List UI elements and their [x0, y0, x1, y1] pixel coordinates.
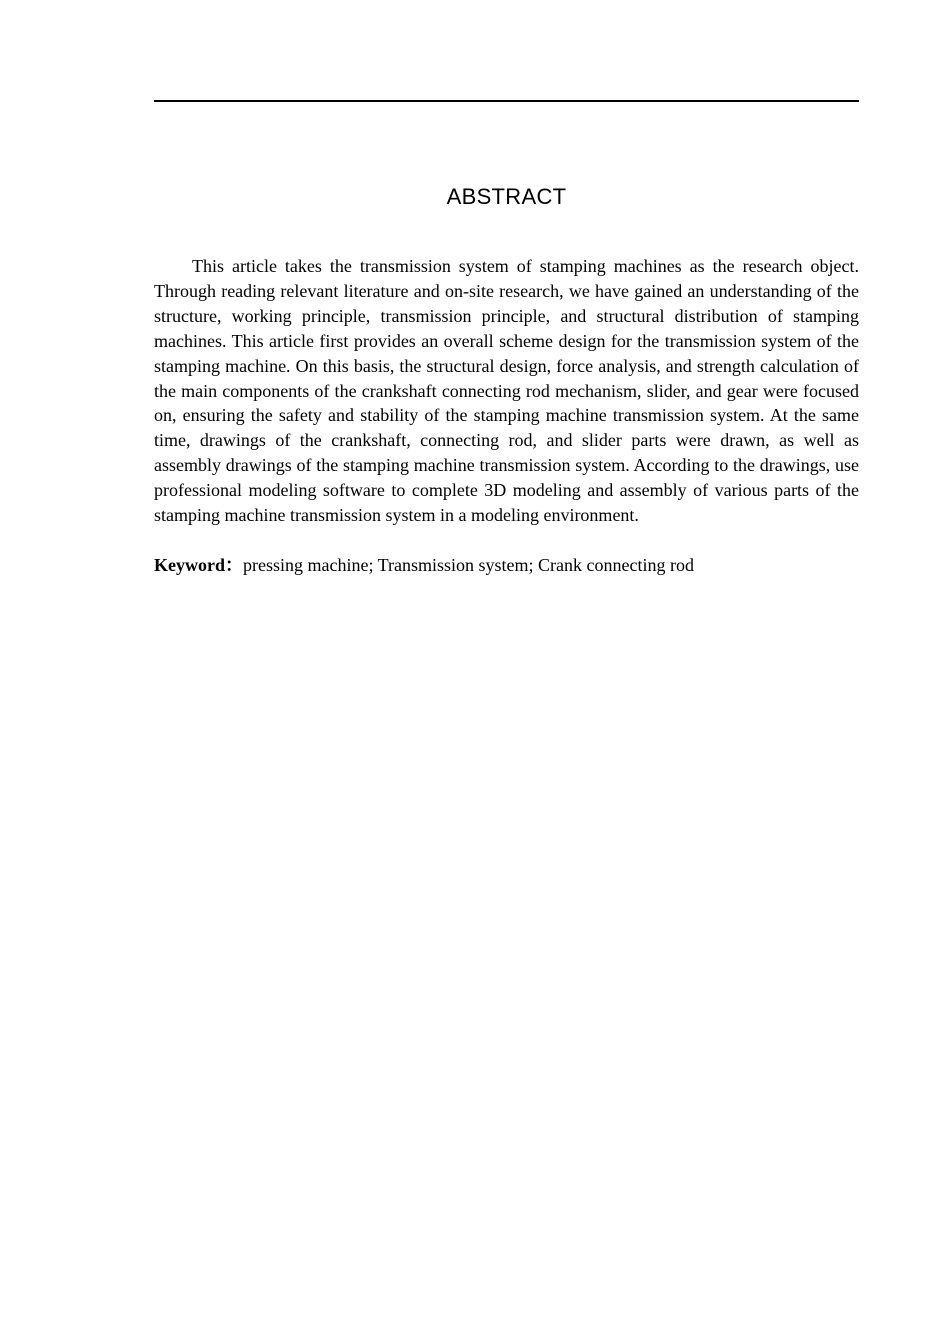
abstract-paragraph: This article takes the transmission system of stamping machines as the research object. Through reading relevant literature and on-site research, we have gained an understanding of the structure, working principle, transmission principle, and structural distribution of stamping machines. This article first provides an overall scheme design for the transmission system of the stamping machine. On this basis, the structural design, force analysis, and strength calculation of the main components of the crankshaft connecting rod mechanism, slider, and gear were focused on, ensuring the safety and stability of the stamping machine transmission system. At the same time, drawings of the crankshaft, connecting rod, and slider parts were drawn, as well as assembly drawings of the stamping machine transmission system. According to the drawings, use professional modeling software to complete 3D modeling and assembly of various parts of the stamping machine transmission system in a modeling environment.	[154, 256, 859, 526]
abstract-title: ABSTRACT	[446, 184, 567, 209]
keywords-line	[154, 553, 859, 578]
keywords-text: pressing machine; Transmission system; Crank connecting rod	[243, 555, 694, 575]
header-rule	[154, 100, 859, 102]
keywords-label: Keyword：	[154, 555, 243, 575]
